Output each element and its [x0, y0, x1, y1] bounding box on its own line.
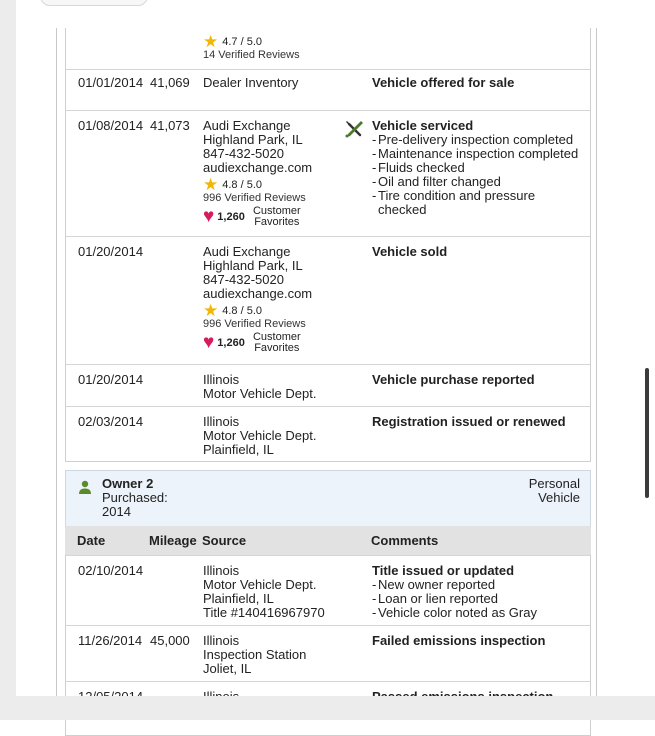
frame-border-left: [56, 28, 57, 696]
row-source: Illinois Inspection Station Joliet, IL: [203, 633, 307, 676]
row-date: 01/20/2014: [78, 372, 144, 387]
row-date: 01/01/2014: [78, 75, 144, 90]
row-comment-title: Vehicle sold: [372, 244, 448, 259]
row-comments: Vehicle serviced - Pre-delivery inspection completed - Maintenance inspection completed - Fluids checked - Oil and filter changed - Tire condition and pressure checked: [372, 118, 579, 217]
row-comments: Title issued or updated - New owner reported - Loan or lien reported - Vehicle color noted as Gray: [372, 563, 537, 620]
header-date: Date: [77, 533, 106, 548]
row-source: Dealer Inventory: [203, 75, 299, 90]
heart-icon: ♥: [203, 206, 215, 227]
review-count: 996 Verified Reviews: [203, 318, 306, 330]
table-row: [66, 110, 590, 237]
star-icon: ★: [203, 175, 219, 194]
prev-source-rating: ★ 4.7 / 5.0 14 Verified Reviews: [203, 32, 300, 61]
row-mileage: 41,073: [150, 118, 190, 133]
table-header-row: [65, 526, 591, 555]
table-row: [66, 236, 590, 363]
row-comment-title: Vehicle purchase reported: [372, 372, 535, 387]
star-icon: ★: [203, 301, 219, 320]
history-table-owner-1: [65, 28, 591, 462]
owner-2-header: [65, 470, 591, 527]
row-source: Audi Exchange Highland Park, IL 847-432-5020 audiexchange.com ★ 4.8 / 5.0 996 Verified Reviews ♥ 1,260 Customer Favorites: [203, 245, 353, 354]
header-comments: Comments: [371, 533, 439, 548]
row-comment-title: Failed emissions inspection: [372, 633, 546, 648]
row-date: 01/20/2014: [78, 244, 144, 259]
table-row: [66, 406, 590, 462]
heart-icon: ♥: [203, 332, 215, 353]
owner-title: Owner 2: [102, 476, 154, 491]
person-icon: [78, 480, 92, 495]
review-count: 996 Verified Reviews: [203, 192, 306, 204]
frame-border-right: [596, 28, 597, 696]
header-source: Source: [202, 533, 247, 548]
row-mileage: 41,069: [150, 75, 190, 90]
row-source: Illinois Motor Vehicle Dept. Plainfield, IL Title #140416967970: [203, 563, 325, 620]
vehicle-history-frame: [56, 28, 597, 696]
table-row: [66, 364, 590, 407]
row-source: Illinois Motor Vehicle Dept. Plainfield, IL: [203, 414, 317, 457]
table-row: [66, 69, 590, 111]
row-date: 02/03/2014: [78, 414, 144, 429]
table-row: [66, 625, 590, 682]
dealer-rating: ★ 4.8 / 5.0: [203, 175, 263, 194]
row-source: Illinois Motor Vehicle Dept.: [203, 372, 317, 401]
customer-favorites: ♥ 1,260 Customer Favorites: [203, 205, 301, 228]
screen-edge-bottom: [0, 696, 655, 720]
screen-edge-left: [0, 0, 16, 720]
row-date: 11/26/2014: [78, 633, 143, 648]
table-row: [66, 555, 590, 626]
owner-vehicle-type: Personal Vehicle: [528, 476, 580, 505]
row-date: 01/08/2014: [78, 118, 144, 133]
wrench-screwdriver-icon: [344, 119, 364, 139]
scrollbar-thumb[interactable]: [645, 368, 649, 498]
row-comment-title: Vehicle offered for sale: [372, 75, 515, 90]
header-mileage: Mileage: [149, 533, 197, 548]
dealer-rating: ★ 4.8 / 5.0: [203, 301, 263, 320]
row-comment-title: Registration issued or renewed: [372, 414, 566, 429]
row-source: Audi Exchange Highland Park, IL 847-432-5020 audiexchange.com ★ 4.8 / 5.0 996 Verified Reviews ♥ 1,260 Customer Favorites: [203, 119, 353, 228]
row-mileage: 45,000: [150, 633, 190, 648]
star-icon: ★: [203, 32, 219, 51]
owner-purchased-label: Purchased:: [102, 490, 168, 505]
customer-favorites: ♥ 1,260 Customer Favorites: [203, 331, 301, 354]
top-tab-handle: [40, 0, 148, 6]
owner-purchased-year: 2014: [102, 504, 131, 519]
row-date: 02/10/2014: [78, 563, 144, 578]
